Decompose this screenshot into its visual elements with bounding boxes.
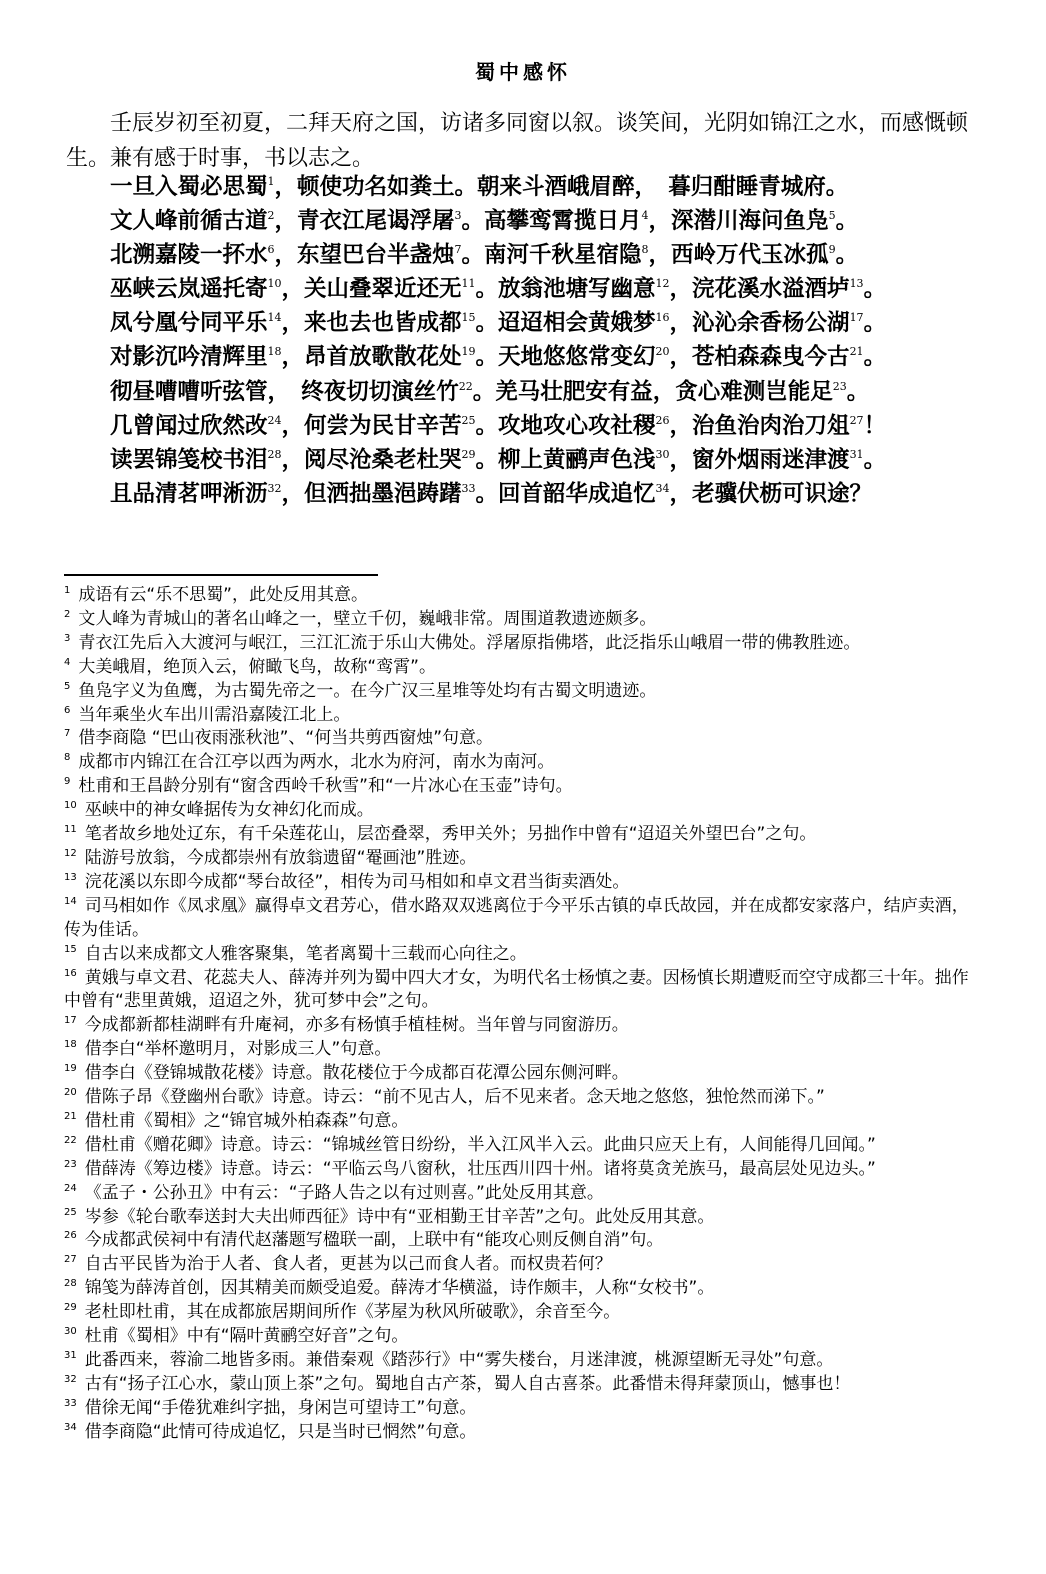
footnote-number: 23 [64, 1158, 77, 1170]
footnote-number: 19 [64, 1063, 77, 1075]
footnote-item [64, 1062, 976, 1086]
footnote-number: 8 [64, 752, 71, 764]
footnote-text: 成语有云“乐不思蜀”，此处反用其意。 [78, 585, 368, 605]
footnote-number: 5 [64, 680, 71, 692]
poem-body [110, 170, 990, 511]
footnote-number: 24 [64, 1182, 77, 1194]
poem-segment: 。 [863, 344, 887, 371]
poem-segment: 。羌马壮肥安有益，贪心难测岂能足 [472, 378, 833, 405]
footnote-item [64, 1421, 976, 1445]
footnote-number: 21 [64, 1110, 77, 1122]
footnote-item [64, 1277, 976, 1301]
footnote-text: 借杜甫《蜀相》之“锦官城外柏森森”句意。 [84, 1110, 409, 1131]
poem-segment: 一旦入蜀必思蜀 [110, 174, 268, 200]
poem-line [110, 409, 990, 443]
poem-line [110, 170, 990, 204]
footnote-reference[interactable]: 11 [461, 277, 476, 291]
poem-segment: ，何尝为民甘辛苦 [281, 412, 462, 439]
footnote-item [64, 1086, 976, 1110]
footnote-text: 借陈子昂《登幽州台歌》诗意。诗云：“前不见古人，后不见来者。念天地之悠悠，独怆然而涕下。” [84, 1087, 825, 1108]
footnote-text: 青衣江先后入大渡河与岷江，三江汇流于乐山大佛处。浮屠原指佛塔，此泛指乐山峨眉一带的佛教胜迹。 [78, 632, 861, 653]
footnote-item [64, 823, 976, 847]
poem-segment: 凤兮凰兮同平乐 [110, 310, 268, 337]
footnote-reference[interactable]: 32 [267, 481, 282, 495]
poem-segment: 。回首韶华成追忆 [475, 480, 656, 507]
footnote-text: 杜甫和王昌龄分别有“窗含西岭千秋雪”和“一片冰心在玉壶”诗句。 [78, 776, 573, 797]
footnote-text: 黄娥与卓文君、花蕊夫人、薛涛并列为蜀中四大才女，为明代名士杨慎之妻。因杨慎长期遭贬而空守成都三十年。拙作中曾有“悲里黄娥，迢迢之外，犹可梦中会”之句。 [64, 967, 969, 1012]
footnote-reference[interactable]: 5 [828, 209, 836, 223]
poem-line [110, 340, 990, 374]
poem-segment: 。 [863, 310, 887, 337]
poem-segment: ，青衣江尾谒浮屠 [274, 208, 455, 235]
footnote-text: 借李白《登锦城散花楼》诗意。散花楼位于今成都百花潭公园东侧河畔。 [84, 1063, 629, 1084]
footnote-number: 7 [64, 728, 71, 740]
footnote-text: 借杜甫《赠花卿》诗意。诗云：“锦城丝管日纷纷，半入江风半入云。此曲只应天上有，人间能得几回闻。” [84, 1134, 876, 1155]
poem-segment: ，来也去也皆成都 [281, 310, 462, 337]
poem-segment: 彻昼嘈嘈听弦管， 终夜切切演丝竹 [110, 378, 459, 405]
poem-segment: ，但洒拙墨浥踌躇 [281, 480, 462, 507]
footnote-item [64, 1373, 976, 1397]
poem-segment: ，治鱼治肉治刀俎 [669, 412, 850, 439]
poem-segment: ，阅尽沧桑老杜哭 [281, 446, 462, 473]
footnote-text: 自古以来成都文人雅客聚集，笔者离蜀十三载而心向往之。 [84, 943, 527, 964]
footnote-reference[interactable]: 24 [267, 413, 282, 427]
poem-segment: 。 [863, 276, 887, 303]
footnote-item [64, 799, 976, 823]
footnote-number: 15 [64, 943, 77, 955]
footnote-text: 借李商隐“此情可待成追忆，只是当时已惘然”句意。 [84, 1421, 477, 1442]
poem-line [110, 477, 990, 511]
poem-segment: ，浣花溪水溢酒垆 [669, 276, 850, 303]
footnote-number: 29 [64, 1302, 77, 1314]
footnote-reference[interactable]: 20 [655, 345, 670, 359]
footnote-number: 16 [64, 967, 77, 979]
footnote-text: 陆游号放翁，今成都崇州有放翁遗留“罨画池”胜迹。 [84, 847, 477, 868]
footnote-item [64, 704, 976, 728]
footnote-item [64, 1325, 976, 1349]
poem-segment: 读罢锦笺校书泪 [110, 446, 268, 473]
footnote-number: 34 [64, 1421, 77, 1433]
footnote-text: 巫峡中的神女峰据传为女神幻化而成。 [84, 800, 374, 821]
footnote-reference[interactable]: 23 [832, 379, 847, 393]
footnote-number: 3 [64, 632, 71, 644]
footnote-text: 古有“扬子江心水，蒙山顶上茶”之句。蜀地自古产茶，蜀人自古喜茶。此番惜未得拜蒙顶山，憾事也！ [84, 1373, 851, 1394]
footnote-text: 借薛涛《筹边楼》诗意。诗云：“平临云鸟八窗秋，壮压西川四十州。诸将莫贪羌族马，最高层处见边头。” [84, 1158, 876, 1179]
footnote-text: 杜甫《蜀相》中有“隔叶黄鹂空好音”之句。 [84, 1326, 409, 1347]
footnote-text: 大美峨眉，绝顶入云，俯瞰飞鸟，故称“鸾霄”。 [78, 656, 436, 677]
footnote-number: 14 [64, 895, 77, 907]
footnote-item [64, 1229, 976, 1253]
footnote-text: 借徐无闻“手倦犹难纠字拙，身闲岂可望诗工”句意。 [84, 1397, 477, 1418]
footnote-reference[interactable]: 22 [458, 379, 473, 393]
poem-segment: ，窗外烟雨迷津渡 [669, 446, 850, 473]
footnote-item [64, 1110, 976, 1134]
footnote-item [64, 632, 976, 656]
footnote-text: 文人峰为青城山的著名山峰之一，壁立千仞，巍峨非常。周围道教遗迹颇多。 [78, 608, 657, 629]
poem-title: 蜀中感怀 [475, 60, 571, 84]
footnote-reference[interactable]: 34 [655, 481, 670, 495]
footnote-reference[interactable]: 27 [849, 413, 864, 427]
footnote-item [64, 584, 976, 608]
poem-segment: 。攻地攻心攻社稷 [475, 412, 656, 439]
footnote-reference[interactable]: 21 [849, 345, 864, 359]
poem-segment: ！ [863, 412, 887, 439]
footnote-reference[interactable]: 17 [849, 311, 864, 325]
poem-segment: 。 [846, 378, 870, 405]
footnote-number: 32 [64, 1373, 77, 1385]
footnote-number: 10 [64, 800, 77, 812]
footnote-number: 18 [64, 1039, 77, 1051]
footnote-text: 老杜即杜甫，其在成都旅居期间所作《茅屋为秋风所破歌》，余音至今。 [84, 1302, 621, 1323]
footnote-item [64, 1253, 976, 1277]
poem-line [110, 306, 990, 340]
footnote-number: 30 [64, 1326, 77, 1338]
footnote-item [64, 1349, 976, 1373]
poem-segment: 。迢迢相会黄娥梦 [475, 310, 656, 337]
footnote-item [64, 1206, 976, 1230]
poem-segment: 几曾闻过欣然改 [110, 412, 268, 439]
poem-line [110, 375, 990, 409]
poem-segment: 巫峡云岚遥托寄 [110, 276, 268, 303]
footnote-number: 17 [64, 1015, 77, 1027]
footnote-reference[interactable]: 30 [655, 447, 670, 461]
footnote-reference[interactable]: 26 [655, 413, 670, 427]
footnote-text: 笔者故乡地处辽东，有千朵莲花山，层峦叠翠，秀甲关外；另拙作中曾有“迢迢关外望巴台”之句。 [84, 824, 817, 845]
footnote-reference[interactable]: 13 [849, 277, 864, 291]
poem-segment: 。天地悠悠常变幻 [475, 344, 656, 371]
footnote-reference[interactable]: 1 [267, 175, 275, 188]
poem-line [110, 272, 990, 306]
footnote-item [64, 727, 976, 751]
footnote-text: 浣花溪以东即今成都“琴台故径”，相传为司马相如和卓文君当街卖酒处。 [84, 871, 630, 892]
poem-segment: ，苍柏森森曳今古 [669, 344, 850, 371]
footnote-number: 13 [64, 871, 77, 883]
footnote-number: 1 [64, 585, 71, 596]
footnote-reference[interactable]: 12 [655, 277, 670, 291]
footnote-reference[interactable]: 33 [461, 481, 476, 495]
poem-segment: 。南河千秋星宿隐 [461, 242, 642, 269]
poem-segment: 。高攀鸾霄揽日月 [461, 208, 642, 235]
footnote-reference[interactable]: 9 [828, 243, 836, 257]
footnote-number: 12 [64, 847, 77, 859]
footnote-item [64, 656, 976, 680]
poem-segment: 对影沉吟清辉里 [110, 344, 268, 371]
poem-line [110, 204, 990, 238]
footnote-reference[interactable]: 25 [461, 413, 476, 427]
footnote-number: 20 [64, 1087, 77, 1099]
footnote-item [64, 967, 976, 1015]
footnote-reference[interactable]: 31 [849, 447, 864, 461]
poem-line [110, 443, 990, 477]
poem-segment: ，东望巴台半盏烛 [274, 242, 455, 269]
footnote-item [64, 895, 976, 943]
footnote-item [64, 943, 976, 967]
footnote-number: 28 [64, 1278, 77, 1290]
footnote-text: 司马相如作《凤求凰》赢得卓文君芳心，借水路双双逃离位于今平乐古镇的卓氏故园，并在成都安家落户，结庐卖酒，传为佳话。 [64, 895, 969, 940]
footnote-number: 6 [64, 704, 71, 716]
poem-segment: ，沁沁余香杨公湖 [669, 310, 850, 337]
footnote-text: 《孟子・公孙丑》中有云：“子路人告之以有过则喜。”此处反用其意。 [84, 1182, 604, 1203]
poem-segment: 。柳上黄鹂声色浅 [475, 446, 656, 473]
footnote-item [64, 1038, 976, 1062]
footnote-reference[interactable]: 16 [655, 311, 670, 325]
poem-segment: ，关山叠翠近还无 [281, 276, 462, 303]
poem-segment: ，老骥伏枥可识途？ [669, 480, 873, 507]
footnote-item [64, 751, 976, 775]
footnote-reference[interactable]: 6 [267, 243, 275, 257]
footnote-number: 31 [64, 1350, 77, 1361]
poem-segment: 且品清茗呷淅沥 [110, 480, 268, 507]
footnote-number: 25 [64, 1206, 77, 1218]
footnote-number: 26 [64, 1230, 77, 1242]
footnote-reference[interactable]: 28 [267, 447, 282, 461]
footnote-item [64, 608, 976, 632]
poem-segment: ，顿使功名如粪土。朝来斗酒峨眉醉， 暮归酣睡青城府。 [274, 174, 849, 200]
footnote-number: 22 [64, 1134, 77, 1146]
footnote-reference[interactable]: 4 [641, 209, 649, 223]
footnote-text: 借李商隐 “巴山夜雨涨秋池”、“何当共剪西窗烛”句意。 [78, 728, 494, 749]
footnote-text: 锦笺为薛涛首创，因其精美而颇受追爱。薛涛才华横溢，诗作颇丰，人称“女校书”。 [84, 1278, 715, 1299]
footnote-number: 33 [64, 1397, 77, 1409]
poem-segment: 北溯嘉陵一抔水 [110, 242, 268, 269]
poem-line [110, 238, 990, 272]
footnote-text: 今成都武侯祠中有清代赵藩题写楹联一副，上联中有“能攻心则反侧自消”句。 [84, 1230, 664, 1251]
footnote-item [64, 871, 976, 895]
footnote-text: 借李白“举杯邀明月，对影成三人”句意。 [84, 1039, 392, 1060]
footnote-text: 鱼凫字义为鱼鹰，为古蜀先帝之一。在今广汉三星堆等处均有古蜀文明遗迹。 [78, 680, 657, 701]
footnote-reference[interactable]: 15 [461, 311, 476, 325]
footnote-text: 此番西来，蓉渝二地皆多雨。兼借秦观《踏莎行》中“雾失楼台，月迷津渡，桃源望断无寻处”句意。 [84, 1350, 834, 1370]
footnote-number: 11 [64, 824, 77, 836]
footnote-text: 当年乘坐火车出川需沿嘉陵江北上。 [78, 704, 351, 725]
poem-segment: ，西岭万代玉冰孤 [648, 242, 829, 269]
footnote-item [64, 1134, 976, 1158]
footnote-divider [64, 574, 378, 576]
poem-segment: 。 [835, 208, 859, 235]
footnote-number: 27 [64, 1254, 77, 1266]
footnote-item [64, 1158, 976, 1182]
footnote-number: 2 [64, 608, 71, 620]
preface-paragraph: 壬辰岁初至初夏，二拜天府之国，访诸多同窗以叙。谈笑间，光阴如锦江之水，而感慨顿生。兼有感于时事，书以志之。 [66, 111, 969, 171]
footnote-reference[interactable]: 10 [267, 277, 282, 291]
poem-segment: 。 [863, 446, 887, 473]
footnote-reference[interactable]: 19 [461, 345, 476, 359]
footnote-number: 9 [64, 776, 71, 788]
footnote-number: 4 [64, 656, 71, 668]
footnote-reference[interactable]: 14 [267, 311, 282, 325]
footnote-text: 岑参《轮台歌奉送封大夫出师西征》诗中有“亚相勤王甘辛苦”之句。此处反用其意。 [84, 1206, 715, 1227]
footnote-item [64, 847, 976, 871]
footnote-item [64, 680, 976, 704]
footnote-reference[interactable]: 8 [641, 243, 649, 257]
footnote-item [64, 1397, 976, 1421]
poem-segment: ，深潜川海问鱼凫 [648, 208, 829, 235]
footnote-reference[interactable]: 7 [454, 243, 462, 257]
footnotes-section [64, 584, 976, 1445]
footnote-reference[interactable]: 2 [267, 209, 275, 223]
poem-segment: 文人峰前循古道 [110, 208, 268, 235]
footnote-text: 今成都新都桂湖畔有升庵祠，亦多有杨慎手植桂树。当年曾与同窗游历。 [84, 1015, 629, 1036]
poem-segment: 。放翁池塘写幽意 [475, 276, 656, 303]
footnote-item [64, 1301, 976, 1325]
footnote-item [64, 775, 976, 799]
footnote-item [64, 1014, 976, 1038]
footnote-reference[interactable]: 29 [461, 447, 476, 461]
footnote-item [64, 1182, 976, 1206]
footnote-reference[interactable]: 3 [454, 209, 462, 223]
footnote-reference[interactable]: 18 [267, 345, 282, 359]
poem-segment: ，昂首放歌散花处 [281, 344, 462, 371]
poem-segment: 。 [835, 242, 859, 269]
footnote-text: 自古平民皆为治于人者、食人者，更甚为以己而食人者。而权贵若何？ [84, 1254, 612, 1275]
footnote-text: 成都市内锦江在合江亭以西为两水，北水为府河，南水为南河。 [78, 752, 555, 773]
